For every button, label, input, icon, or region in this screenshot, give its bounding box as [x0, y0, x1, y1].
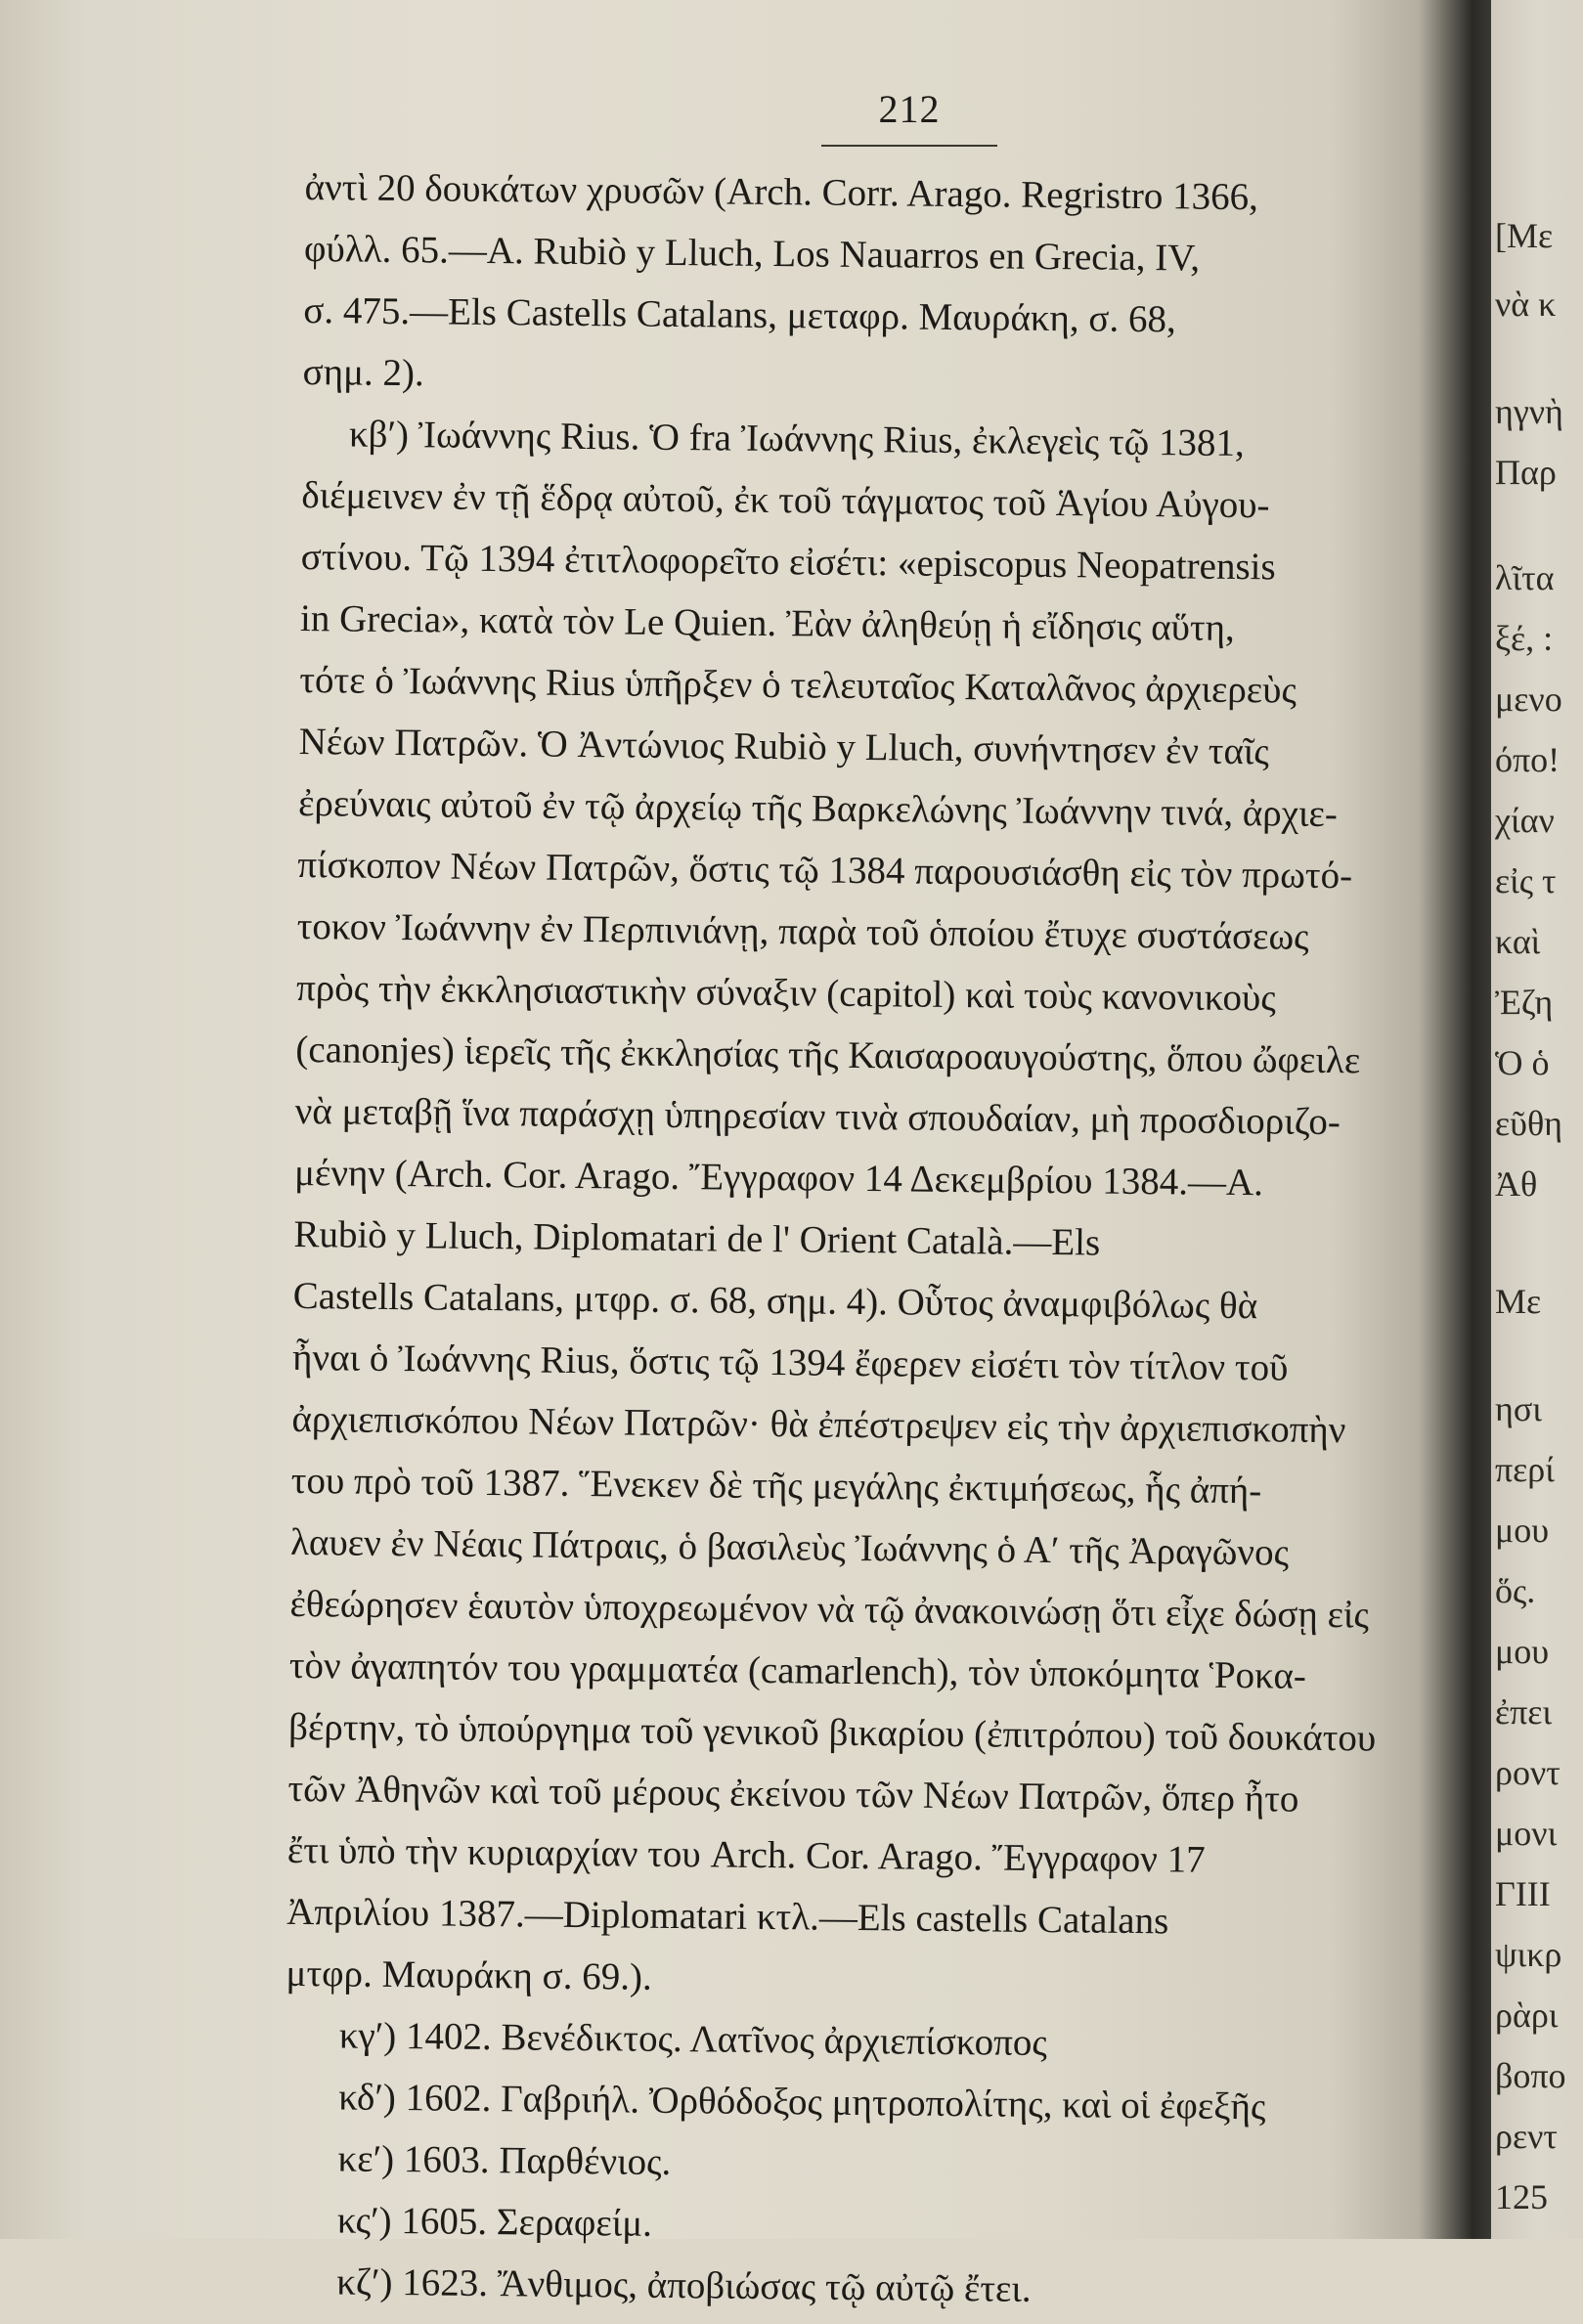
adjacent-page-fragment: ροντ: [1495, 1753, 1561, 1792]
adjacent-page-fragment: [Με: [1495, 216, 1554, 255]
adjacent-page-fragment: μου: [1495, 1511, 1550, 1550]
text-line: πίσκοπον Νέων Πατρῶν, ὅστις τῷ 1384 παρουσιάσθη εἰς τὸν πρωτό-: [297, 843, 1353, 898]
adjacent-page-fragment: ἐπει: [1495, 1692, 1553, 1732]
text-line: τοκον Ἰωάννην ἐν Περπινιάνῃ, παρὰ τοῦ ὁποίου ἔτυχε συστάσεως: [296, 904, 1309, 958]
adjacent-page-fragment: λῖτα: [1495, 558, 1555, 597]
book-gutter-shadow: [1418, 0, 1491, 2239]
text-line: τὸν ἀγαπητόν του γραμματέα (camarlench), τὸν ὑποκόμητα Ῥοκα-: [288, 1644, 1307, 1697]
adjacent-page-fragment: ὅς.: [1495, 1571, 1536, 1610]
list-item: κεʹ) 1603. Παρθένιος.: [337, 2137, 672, 2184]
text-line: Ἀπριλίου 1387.—Diplomatari κτλ.—Els castells Catalans: [286, 1890, 1169, 1943]
adjacent-page-fragment: μονι: [1495, 1814, 1558, 1853]
adjacent-page-fragment: μενο: [1495, 680, 1562, 719]
list-item: κςʹ) 1605. Σεραφείμ.: [336, 2199, 653, 2245]
adjacent-page-fragment: ηγνὴ: [1495, 392, 1563, 431]
adjacent-page-fragment: νὰ κ: [1495, 285, 1557, 324]
adjacent-page-fragment: 125: [1495, 2177, 1548, 2216]
entry-heading-line: κβʹ) Ἰωάννης Rius. Ὁ fra Ἰωάννης Rius, ἐκλεγεὶς τῷ 1381,: [348, 413, 1246, 465]
adjacent-page-fragment: ΓΙΙΙ: [1495, 1874, 1551, 1913]
adjacent-page-fragment: εἰς τ: [1495, 861, 1557, 900]
text-line: Castells Catalans, μτφρ. σ. 68, σημ. 4). Οὗτος ἀναμφιβόλως θὰ: [292, 1274, 1258, 1328]
text-line: τῶν Ἀθηνῶν καὶ τοῦ μέρους ἐκείνου τῶν Νέων Πατρῶν, ὅπερ ἦτο: [287, 1767, 1299, 1820]
text-line: Rubiò y Lluch, Diplomatari de l' Orient Català.—Els: [293, 1212, 1101, 1264]
text-line: μένην (Arch. Cor. Arago. Ἔγγραφον 14 Δεκεμβρίου 1384.—A.: [293, 1151, 1264, 1205]
adjacent-page-fragment: περί: [1495, 1450, 1555, 1489]
adjacent-page-fragment: Ἐζη: [1495, 983, 1554, 1022]
text-line: λαυεν ἐν Νέαις Πάτραις, ὁ βασιλεὺς Ἰωάννης ὁ Αʹ τῆς Ἀραγῶνος: [289, 1520, 1290, 1574]
text-line: in Grecia», κατὰ τὸν Le Quien. Ἐὰν ἀληθεύῃ ἡ εἴδησις αὕτη,: [299, 596, 1236, 649]
body-text: [283, 156, 1429, 2324]
text-line: βέρτην, τὸ ὑπούργημα τοῦ γενικοῦ βικαρίου (ἐπιτρόπου) τοῦ δουκάτου: [287, 1705, 1377, 1760]
text-line: διέμεινεν ἐν τῇ ἕδρᾳ αὐτοῦ, ἐκ τοῦ τάγματος τοῦ Ἁγίου Αὐγου-: [301, 473, 1270, 527]
list-item: κδʹ) 1602. Γαβριήλ. Ὀρθόδοξος μητροπολίτης, καὶ οἱ ἐφεξῆς: [337, 2076, 1266, 2128]
text-line: ἐρεύναις αὐτοῦ ἐν τῷ ἀρχείῳ τῆς Βαρκελώνης Ἰωάννην τινά, ἀρχιε-: [297, 781, 1339, 836]
adjacent-page-fragment: ρὰρι: [1495, 1995, 1559, 2035]
adjacent-page-fragment: ρεντ: [1495, 2117, 1558, 2156]
adjacent-page-edge: [1491, 0, 1583, 2239]
text-line: σ. 475.—Els Castells Catalans, μεταφρ. Μαυράκη, σ. 68,: [303, 288, 1176, 341]
text-line: ἔτι ὑπὸ τὴν κυριαρχίαν του Arch. Cor. Arago. Ἔγγραφον 17: [286, 1828, 1206, 1881]
text-line: Νέων Πατρῶν. Ὁ Ἀντώνιος Rubiò y Lluch, συνήντησεν ἐν ταῖς: [298, 720, 1270, 773]
adjacent-page-fragment: ψικρ: [1495, 1935, 1562, 1974]
text-line: νὰ μεταβῇ ἵνα παράσχῃ ὑπηρεσίαν τινὰ σπουδαίαν, μὴ προσδιοριζο-: [294, 1089, 1341, 1144]
adjacent-page-fragment: Ὁ ὁ: [1495, 1043, 1550, 1082]
text-line: ἦναι ὁ Ἰωάννης Rius, ὅστις τῷ 1394 ἔφερεν εἰσέτι τὸν τίτλον τοῦ: [291, 1336, 1289, 1389]
adjacent-page-fragment: βοπο: [1495, 2056, 1566, 2095]
adjacent-page-fragment: Παρ: [1495, 453, 1557, 492]
adjacent-page-fragment: Ἀθ: [1495, 1164, 1538, 1204]
text-line: ἀρχιεπισκόπου Νέων Πατρῶν· θὰ ἐπέστρεψεν εἰς τὴν ἀρχιεπισκοπὴν: [291, 1397, 1346, 1452]
adjacent-page-fragment: καὶ: [1495, 922, 1541, 961]
text-line: σημ. 2).: [302, 350, 424, 395]
text-line: ἀντὶ 20 δουκάτων χρυσῶν (Arch. Corr. Arago. Regristro 1366,: [304, 165, 1259, 219]
text-line: στίνου. Τῷ 1394 ἐτιτλοφορεῖτο εἰσέτι: «episcopus Neopatrensis: [300, 535, 1276, 589]
adjacent-page-fragment: ξέ, :: [1495, 619, 1554, 658]
list-item: κζʹ) 1623. Ἄνθιμος, ἀποβιώσας τῷ αὐτῷ ἔτει.: [336, 2260, 1032, 2310]
text-line: του πρὸ τοῦ 1387. Ἕνεκεν δὲ τῆς μεγάλης ἐκτιμήσεως, ἧς ἀπή-: [290, 1459, 1262, 1513]
text-line: πρὸς τὴν ἐκκλησιαστικὴν σύναξιν (capitol) καὶ τοὺς κανονικοὺς: [295, 966, 1277, 1020]
text-line: μτφρ. Μαυράκη σ. 69.).: [286, 1951, 652, 1998]
adjacent-page-fragment: χίαν: [1495, 801, 1555, 840]
text-line: τότε ὁ Ἰωάννης Rius ὑπῆρξεν ὁ τελευταῖος Καταλᾶνος ἀρχιερεὺς: [299, 658, 1297, 712]
page-number: 212: [878, 87, 941, 131]
adjacent-page-fragment: εῦθη: [1495, 1104, 1563, 1143]
adjacent-page-fragment: ησι: [1495, 1389, 1542, 1428]
adjacent-page-fragment: μου: [1495, 1632, 1550, 1671]
text-line: φύλλ. 65.—A. Rubiò y Lluch, Los Nauarros en Grecia, IV,: [303, 227, 1201, 280]
page-number-rule: [821, 145, 997, 147]
adjacent-page-fragment: όπο!: [1495, 740, 1561, 779]
text-line: (canonjes) ἱερεῖς τῆς ἐκκλησίας τῆς Καισαροαυγούστης, ὅπου ὤφειλε: [295, 1028, 1361, 1082]
text-line: ἐθεώρησεν ἑαυτὸν ὑποχρεωμένον νὰ τῷ ἀνακοινώσῃ ὅτι εἶχε δώσῃ εἰς: [289, 1582, 1370, 1637]
list-item: κγʹ) 1402. Βενέδικτος. Λατῖνος ἀρχιεπίσκοπος: [338, 2014, 1048, 2065]
adjacent-page-fragment: Με: [1495, 1282, 1542, 1321]
